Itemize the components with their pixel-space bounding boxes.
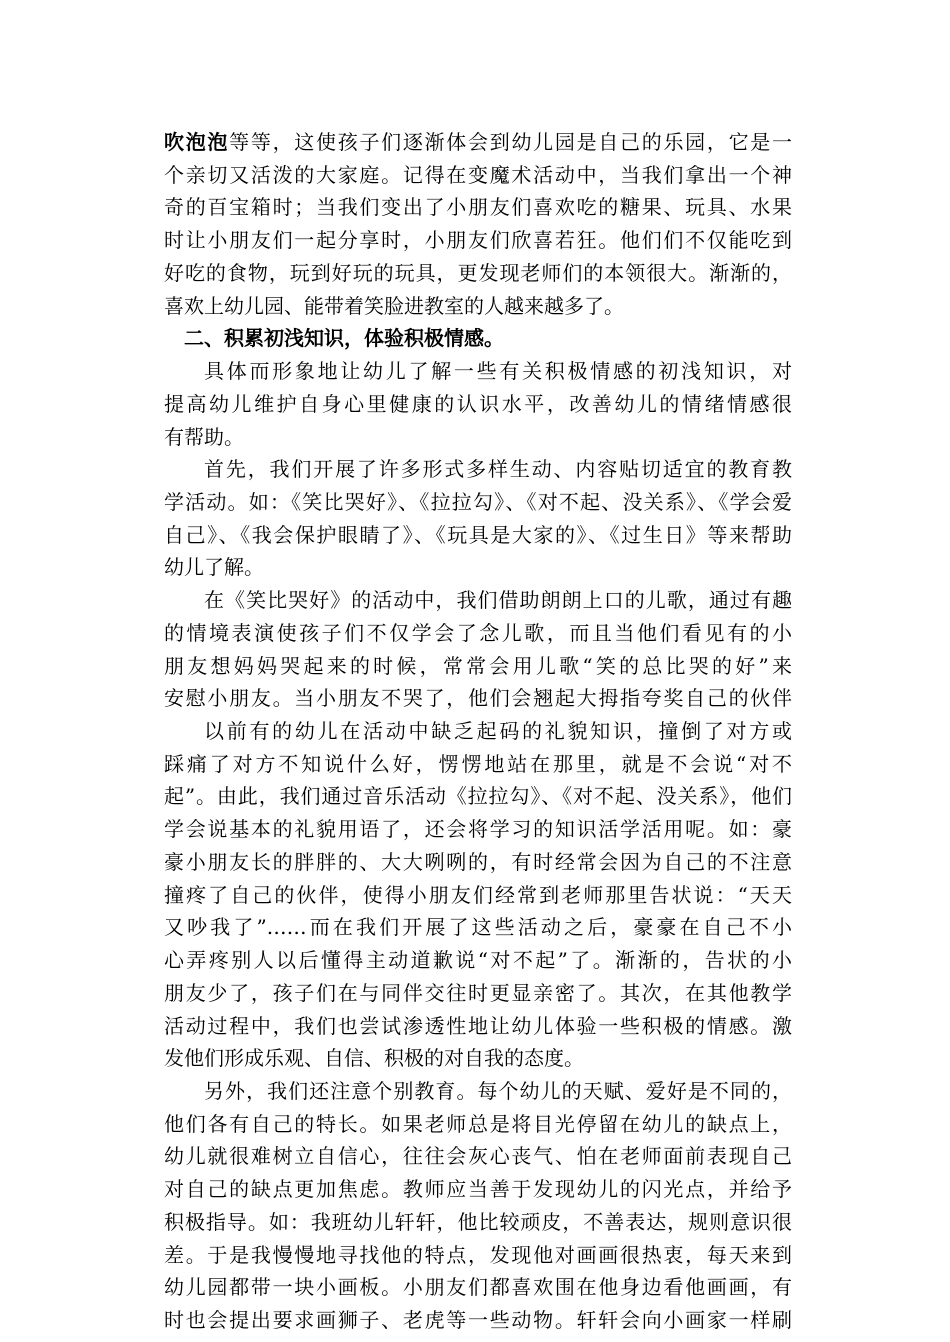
paragraph-line: 具体而形象地让幼儿了解一些有关积极情感的初浅知识，对 <box>204 359 792 383</box>
paragraph-line: 自己》、《我会保护眼睛了》、《玩具是大家的》、《过生日》等来帮助 <box>164 523 792 547</box>
bold-lead-text: 吹泡泡 <box>164 130 230 154</box>
paragraph-line: 学活动。如：《笑比哭好》、《拉拉勾》、《对不起、没关系》、《学会爱 <box>164 490 792 514</box>
paragraph-line: 豪小朋友长的胖胖的、大大咧咧的，有时经常会因为自己的不注意 <box>164 850 792 874</box>
paragraph-line: 朋友少了，孩子们在与同伴交往时更显亲密了。其次，在其他教学 <box>164 981 792 1005</box>
paragraph-line: 踩痛了对方不知说什么好，愣愣地站在那里，就是不会说“对不 <box>164 752 792 776</box>
paragraph-line: 有帮助。 <box>164 425 244 449</box>
paragraph-line <box>164 127 792 157</box>
paragraph-line: 首先，我们开展了许多形式多样生动、内容贴切适宜的教育教 <box>204 457 792 481</box>
paragraph-line: 朋友想妈妈哭起来的时候，常常会用儿歌“笑的总比哭的好”来 <box>164 654 792 678</box>
paragraph-line: 个亲切又活泼的大家庭。记得在变魔术活动中，当我们拿出一个神 <box>164 163 792 187</box>
paragraph-line: 提高幼儿维护自身心里健康的认识水平，改善幼儿的情绪情感很 <box>164 392 792 416</box>
paragraph-line: 好吃的食物，玩到好玩的玩具，更发现老师们的本领很大。渐渐的， <box>164 261 792 285</box>
paragraph-line: 奇的百宝箱时；当我们变出了小朋友们喜欢吃的糖果、玩具、水果 <box>164 195 792 219</box>
paragraph-line: 在《笑比哭好》的活动中，我们借助朗朗上口的儿歌，通过有趣 <box>204 588 792 612</box>
paragraph-line: 幼儿了解。 <box>164 555 264 579</box>
paragraph-line: 时让小朋友们一起分享时，小朋友们欣喜若狂。他们们不仅能吃到 <box>164 228 792 252</box>
paragraph-line: 幼儿园都带一块小画板。小朋友们都喜欢围在他身边看他画画，有 <box>164 1275 792 1299</box>
paragraph-line: 撞疼了自己的伙伴，使得小朋友们经常到老师那里告状说：“天天 <box>164 883 792 907</box>
paragraph-line: 时也会提出要求画狮子、老虎等一些动物。轩轩会向小画家一样刷 <box>164 1308 792 1332</box>
paragraph-line: 以前有的幼儿在活动中缺乏起码的礼貌知识，撞倒了对方或 <box>204 719 792 743</box>
paragraph-line: 积极指导。如：我班幼儿轩轩，他比较顽皮，不善表达，规则意识很 <box>164 1210 792 1234</box>
paragraph-line: 喜欢上幼儿园、能带着笑脸进教室的人越来越多了。 <box>164 294 624 318</box>
paragraph-line: 活动过程中，我们也尝试渗透性地让幼儿体验一些积极的情感。激 <box>164 1014 792 1038</box>
line-text: 等等，这使孩子们逐渐体会到幼儿园是自己的乐园，它是一 <box>229 130 793 154</box>
paragraph-line: 他们各有自己的特长。如果老师总是将目光停留在幼儿的缺点上， <box>164 1112 792 1136</box>
paragraph-line: 起”。由此，我们通过音乐活动《拉拉勾》、《对不起、没关系》，他们 <box>164 784 792 808</box>
paragraph-line: 发他们形成乐观、自信、积极的对自我的态度。 <box>164 1046 584 1070</box>
paragraph-line: 学会说基本的礼貌用语了，还会将学习的知识活学活用呢。如：豪 <box>164 817 792 841</box>
paragraph-line: 安慰小朋友。当小朋友不哭了，他们会翘起大拇指夸奖自己的伙伴 <box>164 686 792 710</box>
paragraph-line: 的情境表演使孩子们不仅学会了念儿歌，而且当他们看见有的小 <box>164 621 792 645</box>
paragraph-line: 差。于是我慢慢地寻找他的特点，发现他对画画很热衷，每天来到 <box>164 1243 792 1267</box>
paragraph-line: 另外，我们还注意个别教育。每个幼儿的天赋、爱好是不同的， <box>204 1079 792 1103</box>
section-heading: 二、积累初浅知识，体验积极情感。 <box>184 326 504 350</box>
paragraph-line: 又吵我了”……而在我们开展了这些活动之后，豪豪在自己不小 <box>164 915 792 939</box>
paragraph-line: 心弄疼别人以后懂得主动道歉说“对不起”了。渐渐的，告状的小 <box>164 948 792 972</box>
paragraph-line: 幼儿就很难树立自信心，往往会灰心丧气、怕在老师面前表现自己 <box>164 1144 792 1168</box>
paragraph-line: 对自己的缺点更加焦虑。教师应当善于发现幼儿的闪光点，并给予 <box>164 1177 792 1201</box>
